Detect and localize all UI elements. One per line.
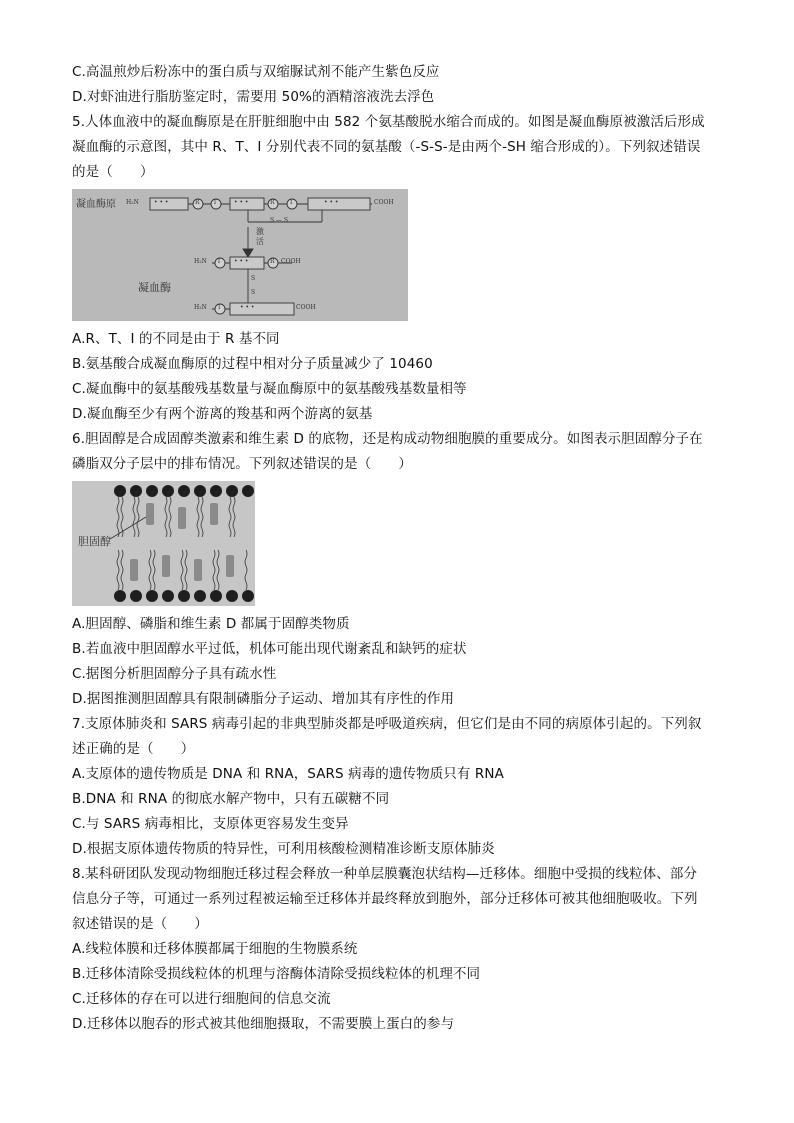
q7-option-c: C.与 SARS 病毒相比，支原体更容易发生变异 xyxy=(72,816,349,832)
sulfur-label: S xyxy=(251,275,256,282)
label-activate: 激活 xyxy=(256,227,264,246)
question-6 xyxy=(72,427,722,712)
q8-option-d: D.迁移体以胞吞的形式被其他细胞摄取，不需要膜上蛋白的参与 xyxy=(72,1016,455,1032)
n-terminus-label: H₂N xyxy=(194,304,207,311)
c-terminus-label: COOH xyxy=(374,199,394,206)
question-8 xyxy=(72,862,722,1037)
label-prothrombin: 凝血酶原 xyxy=(76,199,116,210)
exam-page xyxy=(72,60,722,1037)
q7-option-a: A.支原体的遗传物质是 DNA 和 RNA，SARS 病毒的遗传物质只有 RNA xyxy=(72,766,504,782)
sulfur-label: S xyxy=(251,289,256,296)
q5-stem-line: 凝血酶的示意图，其中 R、T、I 分别代表不同的氨基酸（-S-S-是由两个-SH 缩合形成的）。下列叙述错误 xyxy=(72,139,701,155)
question-5 xyxy=(72,110,722,427)
residue-r-label: R xyxy=(270,258,275,265)
q6-option-a: A.胆固醇、磷脂和维生素 D 都属于固醇类物质 xyxy=(72,616,350,632)
q6-stem-line: 磷脂双分子层中的排布情况。下列叙述错误的是（ ） xyxy=(72,456,412,472)
q7-stem-line: 述正确的是（ ） xyxy=(72,741,195,757)
q8-stem-line: 8.某科研团队发现动物细胞迁移过程会释放一种单层膜囊泡状结构—迁移体。细胞中受损的线粒体、部分 xyxy=(72,866,698,882)
q7-option-b: B.DNA 和 RNA 的彻底水解产物中，只有五碳糖不同 xyxy=(72,791,390,807)
arrow-down-icon xyxy=(243,249,253,257)
residue-i-label: I xyxy=(290,199,293,206)
n-terminus-label: H₂N xyxy=(126,199,139,206)
c-terminus-label: COOH xyxy=(281,258,301,265)
q8-option-c: C.迁移体的存在可以进行细胞间的信息交流 xyxy=(72,991,331,1007)
q5-stem-line: 的是（ ） xyxy=(72,164,154,180)
prothrombin-diagram xyxy=(72,189,408,321)
cholesterol-bilayer-figure xyxy=(72,481,255,606)
residue-r-label: R xyxy=(195,199,200,206)
segment-dots: • • • xyxy=(234,199,249,206)
residue-i-label: I xyxy=(218,304,221,311)
peptide-segment xyxy=(308,198,370,210)
question-7 xyxy=(72,712,722,862)
q6-option-b: B.若血液中胆固醇水平过低，机体可能出现代谢紊乱和缺钙的症状 xyxy=(72,641,467,657)
c-terminus-label: COOH xyxy=(296,304,316,311)
q7-option-d: D.根据支原体遗传物质的特异性，可利用核酸检测精准诊断支原体肺炎 xyxy=(72,841,495,857)
q6-stem-line: 6.胆固醇是合成固醇类激素和维生素 D 的底物，还是构成动物细胞膜的重要成分。如图表示胆固醇分子在 xyxy=(72,431,703,447)
q8-stem-line: 信息分子等，可通过一系列过程被运输至迁移体并最终释放到胞外，部分迁移体可被其他细胞吸收。下列 xyxy=(72,891,698,907)
pointer-line xyxy=(110,517,146,539)
residue-t-label: T xyxy=(213,199,218,206)
segment-dots: • • • xyxy=(240,304,255,311)
q7-stem-line: 7.支原体肺炎和 SARS 病毒引起的非典型肺炎都是呼吸道疾病，但它们是由不同的病原体引起的。下列叙 xyxy=(72,716,702,732)
label-thrombin: 凝血酶 xyxy=(138,281,171,294)
prothrombin-activation-figure xyxy=(72,189,408,321)
q8-option-b: B.迁移体清除受损线粒体的机理与溶酶体清除受损线粒体的机理不同 xyxy=(72,966,481,982)
q5-option-a: A.R、T、I 的不同是由于 R 基不同 xyxy=(72,331,280,347)
q8-stem-line: 叙述错误的是（ ） xyxy=(72,916,208,932)
residue-r-label: R xyxy=(270,199,275,206)
disulfide-label: S — S xyxy=(270,217,289,224)
q5-option-d: D.凝血酶至少有两个游离的羧基和两个游离的氨基 xyxy=(72,406,373,422)
segment-dots: • • • xyxy=(154,199,169,206)
q8-option-a: A.线粒体膜和迁移体膜都属于细胞的生物膜系统 xyxy=(72,941,358,957)
q4-option-c: C.高温煎炒后粉冻中的蛋白质与双缩脲试剂不能产生紫色反应 xyxy=(72,64,440,80)
q6-option-c: C.据图分析胆固醇分子具有疏水性 xyxy=(72,666,277,682)
segment-dots: • • • xyxy=(234,258,249,265)
n-terminus-label: H₂N xyxy=(194,258,207,265)
q4-option-d: D.对虾油进行脂肪鉴定时，需要用 50%的酒精溶液洗去浮色 xyxy=(72,89,435,105)
residue-t-label: T xyxy=(217,258,222,265)
q6-option-d: D.据图推测胆固醇具有限制磷脂分子运动、增加其有序性的作用 xyxy=(72,691,455,707)
q5-option-b: B.氨基酸合成凝血酶原的过程中相对分子质量减少了 10460 xyxy=(72,356,433,372)
cholesterol-molecules xyxy=(130,503,234,581)
q5-stem-line: 5.人体血液中的凝血酶原是在肝脏细胞中由 582 个氨基酸脱水缩合而成的。如图是凝血酶原被激活后形成 xyxy=(72,114,705,130)
label-cholesterol: 胆固醇 xyxy=(78,535,111,548)
segment-dots: • • • xyxy=(324,199,339,206)
q5-option-c: C.凝血酶中的氨基酸残基数量与凝血酶原中的氨基酸残基数量相等 xyxy=(72,381,467,397)
